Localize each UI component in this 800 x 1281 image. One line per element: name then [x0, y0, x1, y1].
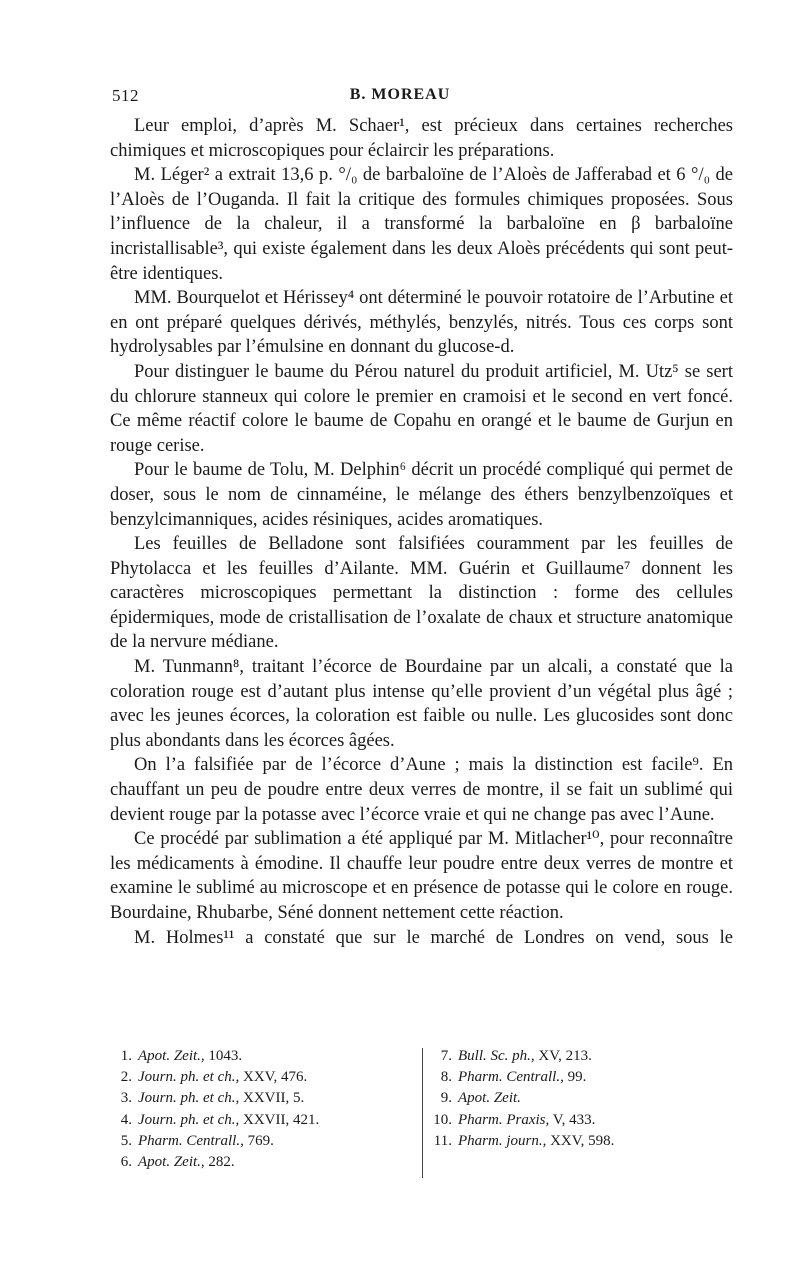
- page-number: 512: [112, 86, 139, 105]
- footnote: 6. Apot. Zeit., 282.: [120, 1154, 235, 1171]
- paragraph: On l’a falsifiée par de l’écorce d’Aune ; mais la distinction est facile⁹. En chauffant un peu de poudre entre deux verres de montre, il se fait un sublimé qui devient rouge par la potasse avec l’écorce vraie et qui ne change pas avec l’Aune.: [110, 755, 733, 825]
- footnotes-right-column: [430, 1046, 730, 1152]
- footnote: 8. Pharm. Centrall., 99.: [440, 1069, 587, 1086]
- footnote: 4. Journ. ph. et ch., XXVII, 421.: [120, 1111, 320, 1128]
- paragraph: Pour distinguer le baume du Pérou naturel du produit artificiel, M. Utz⁵ se sert du chlorure stanneux qui colore le premier en cramoisi et le second en vert foncé. Ce même réactif colore le baume de Copahu en orangé et le baume de Gurjun en rouge cerise.: [110, 361, 733, 456]
- footnote-divider: [422, 1048, 423, 1178]
- footnote: 7. Bull. Sc. ph., XV, 213.: [440, 1048, 592, 1064]
- paragraph: Leur emploi, d’après M. Schaer¹, est précieux dans certaines recherches chimiques et microscopiques pour éclaircir les préparations.: [110, 116, 733, 161]
- footnote: 1. Apot. Zeit., 1043.: [120, 1048, 243, 1064]
- footnote: 11. Pharm. journ., XXV, 598.: [433, 1132, 615, 1149]
- paragraph: M. Holmes¹¹ a constaté que sur le marché de Londres on vend, sous le: [134, 927, 733, 948]
- footnote: 3. Journ. ph. et ch., XXVII, 5.: [120, 1090, 305, 1107]
- footnote: 5. Pharm. Centrall., 769.: [120, 1132, 274, 1149]
- paragraph: Les feuilles de Belladone sont falsifiées couramment par les feuilles de Phytolacca et les feuilles d’Ailante. MM. Guérin et Guillaume⁷ donnent les caractères microscopiques permettant la distinction : forme des cellules épidermiques, mode de cristallisation de l’oxalate de chaux et structure anatomique de la nervure médiane.: [110, 534, 733, 653]
- paragraph: Pour le baume de Tolu, M. Delphin⁶ décrit un procédé compliqué qui permet de doser, sous le nom de cinnaméine, le mélange des éthers benzylbenzoïques et benzylcimanniques, acides résiniques, acides aromatiques.: [110, 460, 733, 530]
- paragraph: Ce procédé par sublimation a été appliqué par M. Mitlacher¹⁰, pour reconnaître les médicaments à émodine. Il chauffe leur poudre entre deux verres de montre et examine le sublimé au microscope et en présence de potasse qui le colore en rouge. Bourdaine, Rhubarbe, Séné donnent nettement cette réaction.: [110, 829, 733, 923]
- footnote: 2. Journ. ph. et ch., XXV, 476.: [120, 1069, 308, 1086]
- running-title: B. MOREAU: [349, 86, 451, 103]
- footnote: 10. Pharm. Praxis, V, 433.: [433, 1111, 596, 1128]
- paragraph: MM. Bourquelot et Hérissey⁴ ont déterminé le pouvoir rotatoire de l’Arbutine et en ont préparé quelques dérivés, méthylés, benzylés, nitrés. Tous ces corps sont hydrolysables par l’émulsine en donnant du glucose-d.: [110, 288, 733, 358]
- footnote: 9. Apot. Zeit.: [440, 1090, 521, 1107]
- footnotes-left-column: [110, 1046, 410, 1173]
- paragraph: M. Tunmann⁸, traitant l’écorce de Bourdaine par un alcali, a constaté que la coloration rouge est d’autant plus intense qu’elle provient d’un végétal plus âgé ; avec les jeunes écorces, la coloration est faible ou nulle. Les glucosides sont donc plus abondants dans les écorces âgées.: [110, 657, 733, 751]
- paragraph: M. Léger² a extrait 13,6 p. °/₀ de barbaloïne de l’Aloès de Jafferabad et 6 °/₀ de l’Aloès de l’Ouganda. Il fait la critique des formules chimiques proposées. Sous l’influence de la chaleur, il a transformé la barbaloïne en β barbaloïne incristallisable³, qui existe également dans les deux Aloès précédents qui sont peut-être identiques.: [110, 165, 733, 284]
- body-text: [110, 114, 733, 950]
